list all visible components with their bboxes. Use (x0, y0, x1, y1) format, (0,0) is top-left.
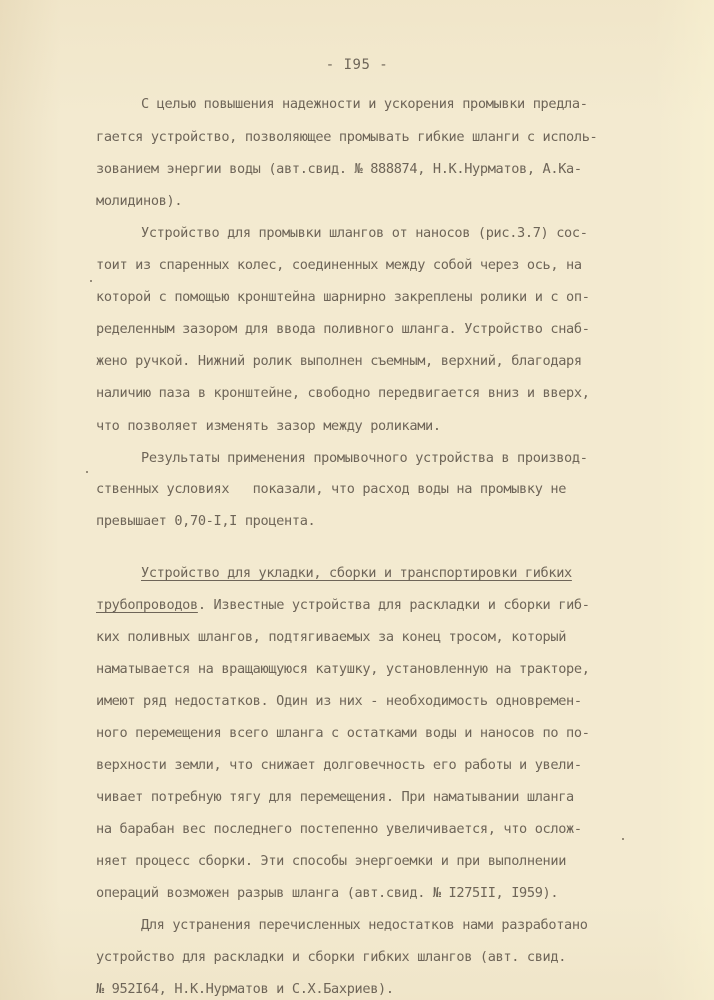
text-line: гается устройство, позволяющее промывать гибкие шланги с исполь- (96, 129, 598, 145)
text-line: Для устранения перечисленных недостатков нами разработано (141, 917, 588, 933)
text-line: что позволяет изменять зазор между роликами. (96, 418, 441, 434)
text-line: ного перемещения всего шланга с остатками воды и наносов по по- (96, 725, 590, 741)
text-line: жено ручкой. Нижний ролик выполнен съемным, верхний, благодаря (96, 353, 582, 369)
text-line: верхности земли, что снижает долговечность его работы и увели- (96, 757, 582, 773)
scan-speck (622, 838, 624, 840)
text-line: няет процесс сборки. Эти способы энергоемки и при выполнении (96, 853, 567, 869)
scan-speck (90, 280, 92, 282)
text-line: молидинов). (96, 193, 183, 209)
text-span: . Известные устройства для раскладки и сборки гиб- (197, 597, 590, 613)
section-heading: Устройство для укладки, сборки и транспортировки гибких (141, 565, 572, 581)
text-line: тоит из спаренных колес, соединенных между собой через ось, на (96, 257, 582, 273)
text-line: на барабан вес последнего постепенно увеличивается, что ослож- (96, 821, 582, 837)
text-line: наматывается на вращающуюся катушку, установленную на тракторе, (96, 661, 590, 677)
text-line: которой с помощью кронштейна шарнирно закреплены ролики и с оп- (96, 289, 590, 305)
scan-speck (86, 471, 88, 473)
text-line: превышает 0,70-I,I процента. (96, 513, 316, 529)
text-line: имеют ряд недостатков. Один из них - необходимость одновремен- (96, 693, 582, 709)
text-line: ределенным зазором для ввода поливного шланга. Устройство снаб- (96, 321, 590, 337)
page-number: - I95 - (325, 57, 389, 73)
text-line: № 952I64, Н.К.Нурматов и С.Х.Бахриев). (96, 981, 394, 997)
text-line: зованием энергии воды (авт.свид. № 888874, Н.К.Нурматов, А.Ка- (96, 161, 582, 177)
text-line: Результаты применения промывочного устройства в производ- (141, 450, 588, 466)
text-line: ких поливных шлангов, подтягиваемых за конец тросом, который (96, 629, 567, 645)
text-line (96, 597, 590, 613)
text-line: С целью повышения надежности и ускорения промывки предла- (141, 96, 588, 112)
text-line: операций возможен разрыв шланга (авт.свид. № I275II, I959). (96, 885, 559, 901)
text-line: наличию паза в кронштейне, свободно передвигается вниз и вверх, (96, 385, 590, 401)
text-line: чивает потребную тягу для перемещения. При наматывании шланга (96, 789, 574, 805)
text-line: устройство для раскладки и сборки гибких шлангов (авт. свид. (96, 949, 567, 965)
section-heading-continued: трубопроводов (96, 597, 198, 613)
text-line: ственных условиях показали, что расход воды на промывку не (96, 481, 567, 497)
text-line: Устройство для промывки шлангов от наносов (рис.3.7) сос- (141, 225, 588, 241)
